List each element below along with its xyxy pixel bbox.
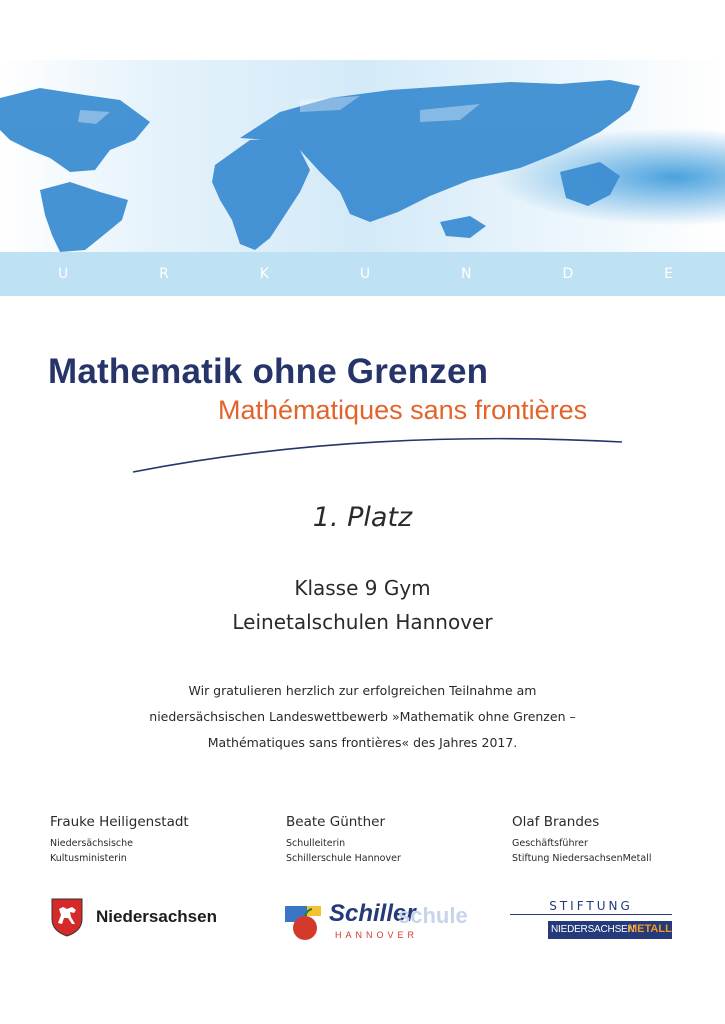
competition-title-french: Mathématiques sans frontières — [218, 395, 588, 425]
signatory-foundation — [512, 814, 651, 866]
urkunde-letter: E — [664, 266, 673, 282]
congratulation-text — [0, 678, 725, 756]
stiftung-niedersachsenmetall-logo — [510, 899, 672, 943]
urkunde-letter: D — [562, 266, 574, 282]
niedersachsen-label: NIEDERSACHSEN — [551, 924, 635, 935]
urkunde-letter: U — [359, 266, 371, 282]
competition-title-german: Mathematik ohne Grenzen — [48, 352, 489, 391]
apple-icon — [285, 904, 325, 944]
congratulation-line: Wir gratulieren herzlich zur erfolgreichen Teilnahme am — [188, 683, 537, 698]
schiller-wordmark: Schiller — [329, 900, 416, 927]
signatory-minister — [50, 814, 189, 866]
signatory-principal — [286, 814, 401, 866]
metall-label: METALL — [628, 923, 672, 935]
hannover-wordmark: HANNOVER — [335, 930, 419, 940]
congratulation-line: niedersächsischen Landeswettbewerb »Mathematik ohne Grenzen – — [149, 709, 576, 724]
title-underline-swoosh — [0, 420, 725, 480]
signatory-name: Olaf Brandes — [512, 814, 600, 830]
urkunde-letter: U — [58, 266, 69, 282]
signatory-role: Niedersächsische — [50, 838, 134, 849]
urkunde-heading — [0, 252, 725, 296]
urkunde-letter: R — [159, 266, 169, 282]
signatory-role: Stiftung NiedersachsenMetall — [512, 853, 652, 864]
niedersachsen-logo — [50, 897, 217, 937]
signatory-role: Kultusministerin — [50, 853, 127, 864]
schule-wordmark: schule — [398, 903, 468, 928]
award-place: 1. Platz — [312, 502, 413, 533]
stiftung-wordmark: STIFTUNG — [510, 899, 672, 915]
signatory-role: Schulleiterin — [286, 838, 346, 849]
niedersachsen-wordmark: Niedersachsen — [96, 907, 217, 926]
award-class: Klasse 9 Gym — [294, 576, 431, 600]
urkunde-letter: K — [259, 266, 269, 282]
signatory-name: Frauke Heiligenstadt — [50, 814, 189, 830]
signatory-role: Schillerschule Hannover — [286, 853, 401, 864]
award-school: Leinetalschulen Hannover — [232, 610, 493, 634]
signatory-role: Geschäftsführer — [512, 838, 588, 849]
congratulation-line: Mathématiques sans frontières« des Jahres 2017. — [207, 735, 518, 750]
horse-shield-icon — [50, 897, 84, 937]
urkunde-letter: N — [461, 266, 472, 282]
schillerschule-logo — [285, 900, 475, 945]
signatory-name: Beate Günther — [286, 814, 386, 830]
